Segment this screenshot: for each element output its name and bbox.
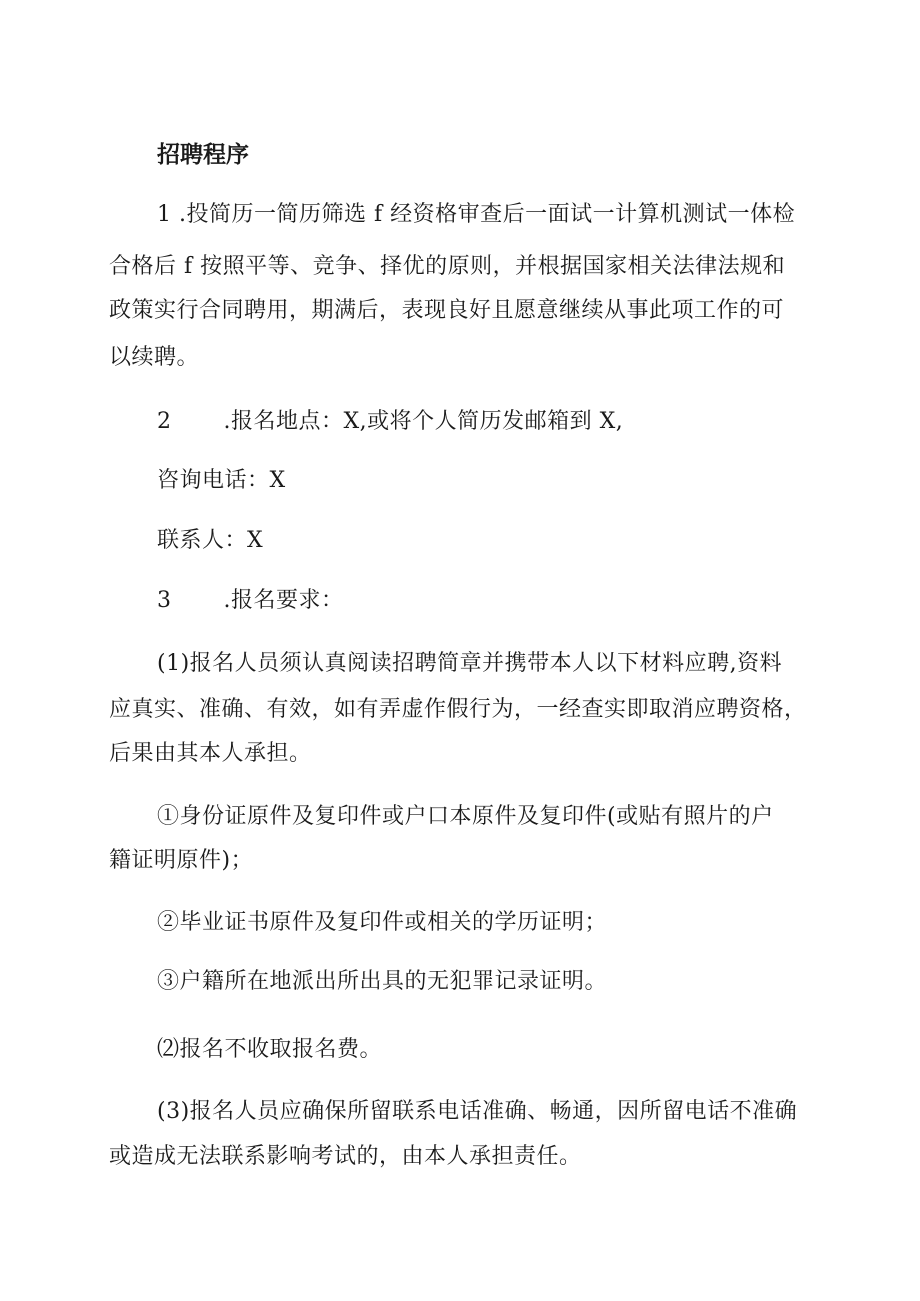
item3-number: 3 xyxy=(157,588,172,613)
item3-text: .报名要求： xyxy=(223,588,344,613)
doc3-line: ③户籍所在地派出所出具的无犯罪记录证明。 xyxy=(157,969,608,994)
item2-text: .报名地点：X,或将个人简历发邮箱到 X, xyxy=(223,409,624,434)
doc1-line-1: ①身份证原件及复印件或户口本原件及复印件(或贴有照片的户 xyxy=(157,804,774,829)
item3-line xyxy=(157,586,344,616)
doc2-line: ②毕业证书原件及复印件或相关的学历证明； xyxy=(157,910,608,935)
req3-line-1: (3)报名人员应确保所留联系电话准确、畅通，因所留电话不准确 xyxy=(157,1099,798,1124)
req3-line-2: 或造成无法联系影响考试的，由本人承担责任。 xyxy=(109,1144,582,1169)
phone-line: 咨询电话：X xyxy=(157,468,286,493)
item1-line-4: 以续聘。 xyxy=(109,345,200,370)
req1-line-2: 应真实、准确、有效，如有弄虚作假行为，一经查实即取消应聘资格， xyxy=(109,697,807,722)
section-heading: 招聘程序 xyxy=(157,142,249,168)
item1-line-1: 1 .投简历一简历筛选 f 经资格审查后一面试一计算机测试一体检 xyxy=(157,202,796,227)
item1-line-2: 合格后 f 按照平等、竞争、择优的原则，并根据国家相关法律法规和 xyxy=(109,254,786,279)
req2-line: ⑵报名不收取报名费。 xyxy=(157,1037,383,1062)
doc1-line-2: 籍证明原件)； xyxy=(109,848,254,873)
item1-line-3: 政策实行合同聘用，期满后，表现良好且愿意继续从事此项工作的可 xyxy=(109,298,785,323)
req1-line-1: (1)报名人员须认真阅读招聘简章并携带本人以下材料应聘,资料 xyxy=(157,651,783,676)
item2-line xyxy=(157,407,623,437)
req1-line-3: 后果由其本人承担。 xyxy=(109,741,312,766)
item2-number: 2 xyxy=(157,409,172,434)
contact-line: 联系人：X xyxy=(157,528,264,553)
